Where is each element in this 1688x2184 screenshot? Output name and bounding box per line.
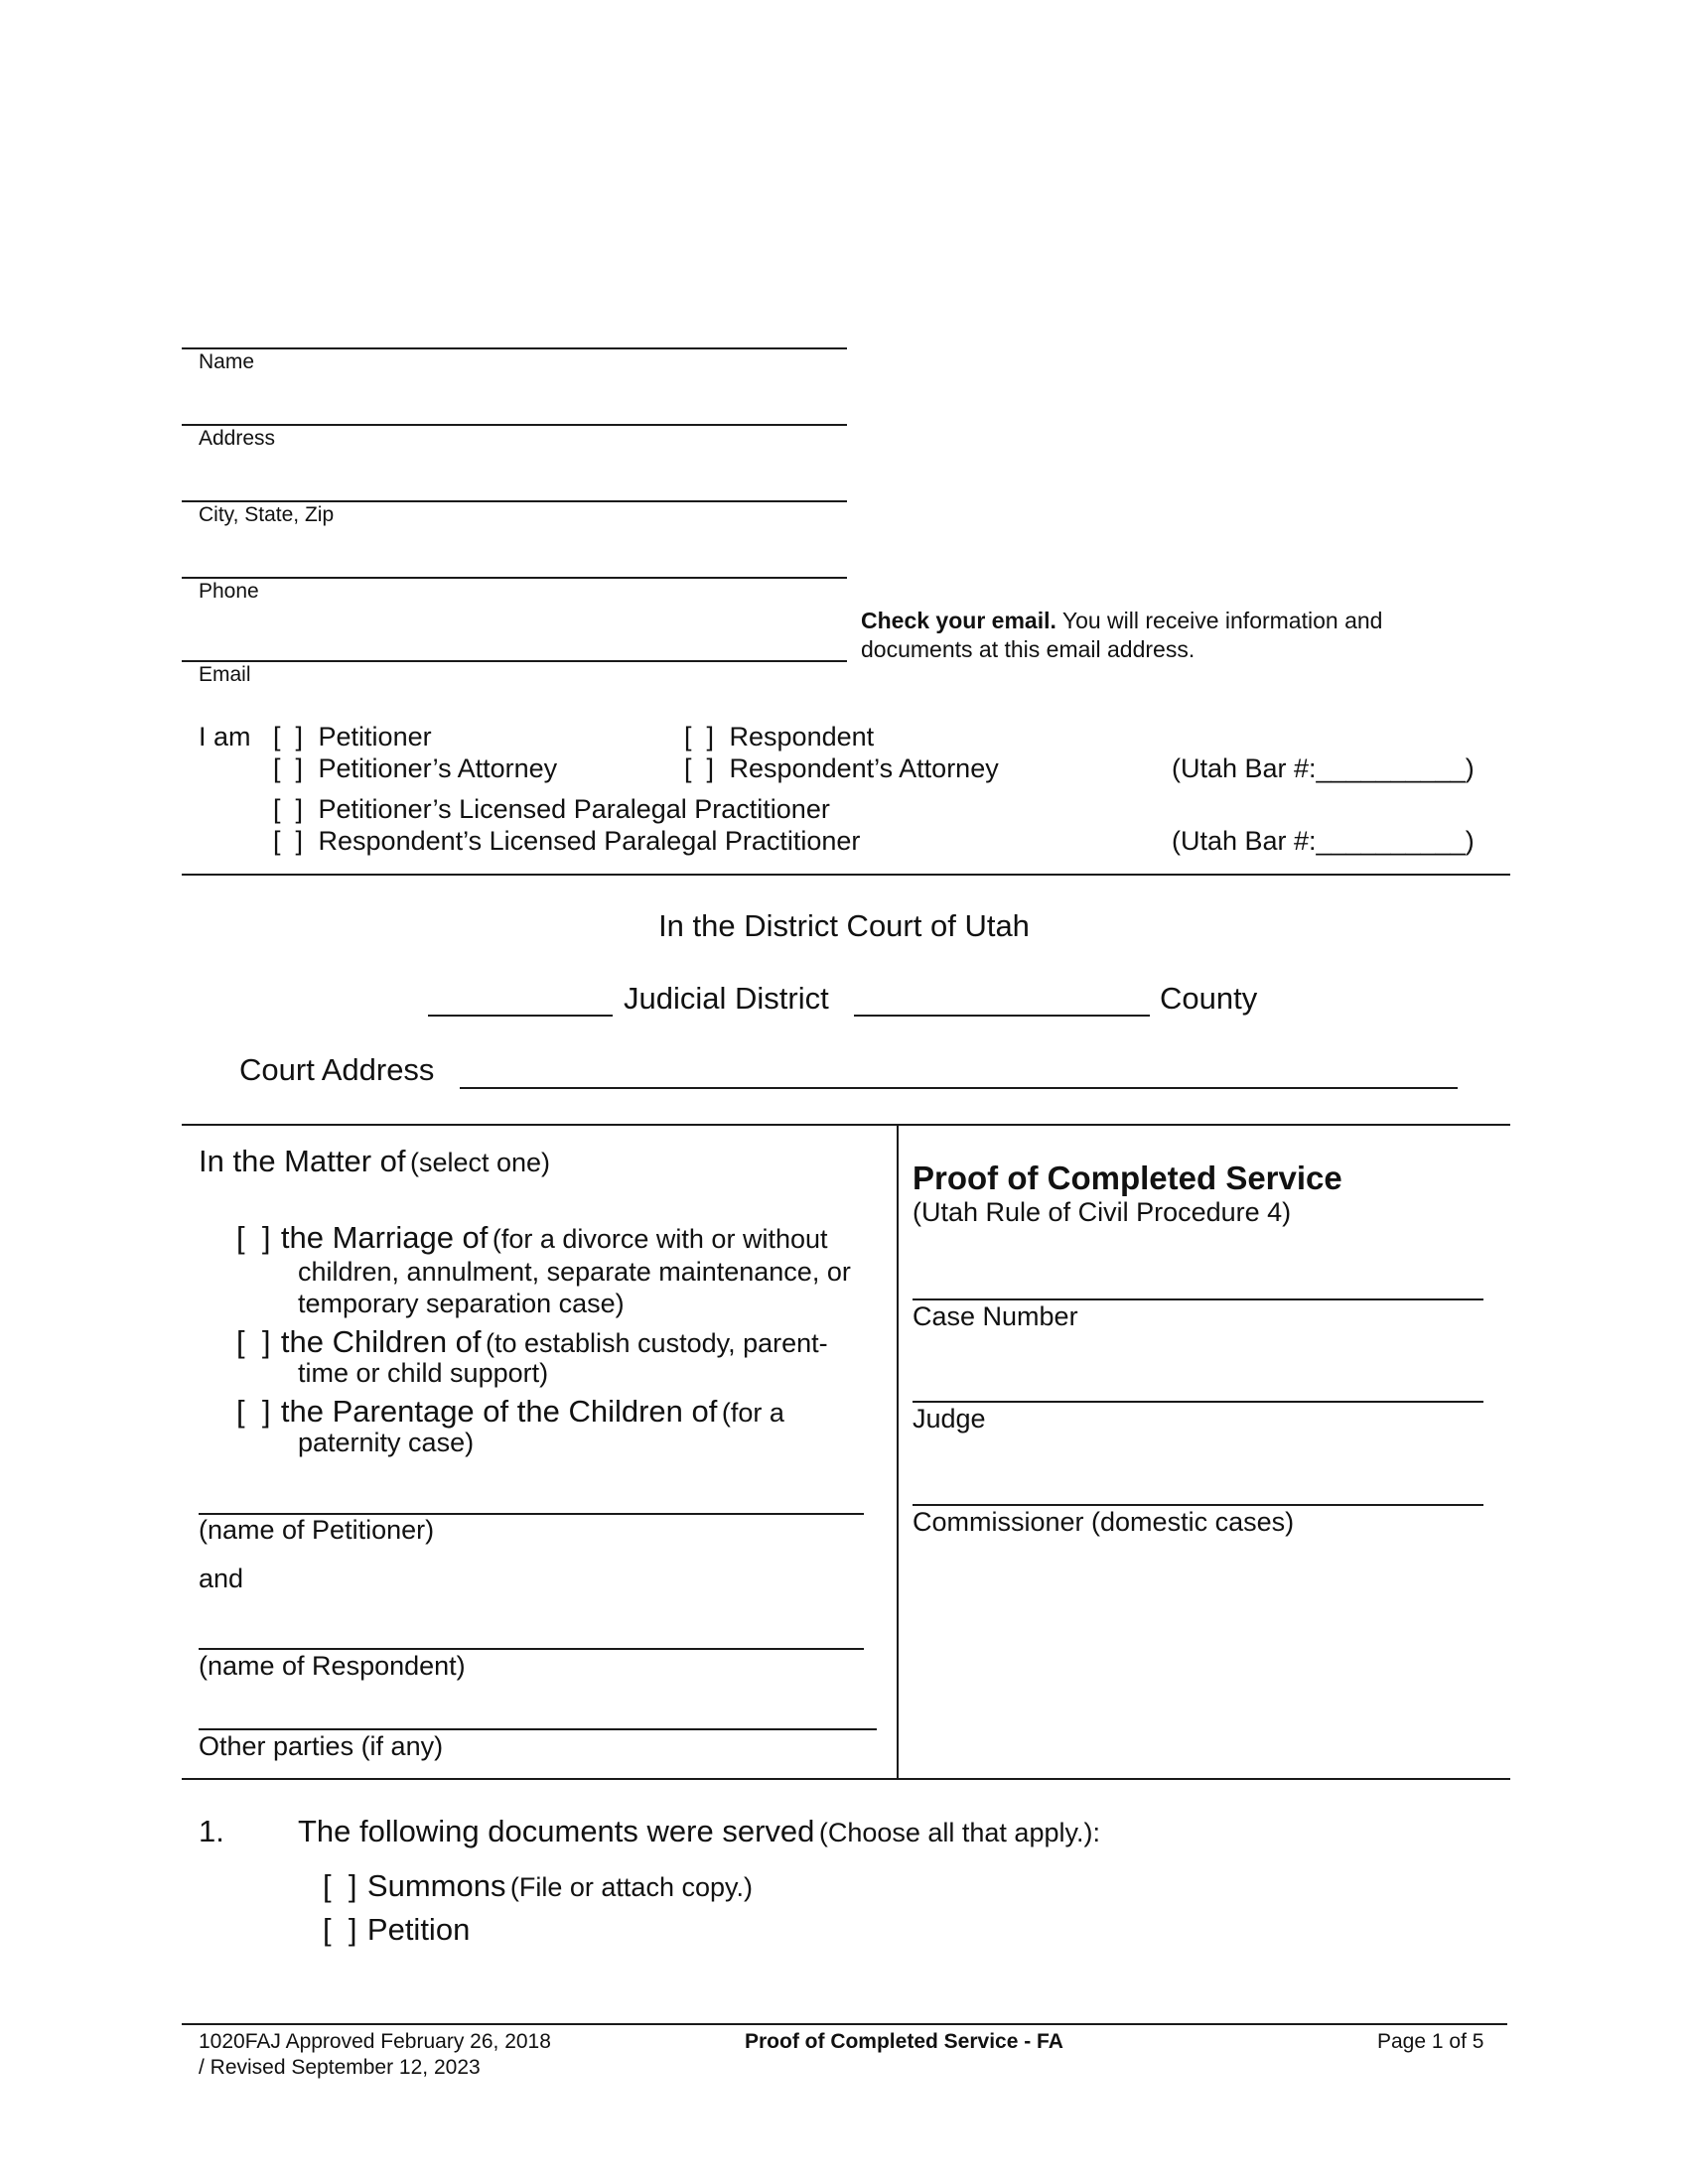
divider-top — [182, 874, 1510, 876]
email-note-line1: You will receive information and — [1061, 608, 1383, 633]
role-respondent[interactable] — [684, 722, 874, 752]
matter-heading-note: (select one) — [409, 1148, 551, 1177]
parentage-note-2: paternity case) — [298, 1428, 475, 1457]
city-state-zip-label: City, State, Zip — [199, 503, 335, 526]
other-parties-label: Other parties (if any) — [199, 1731, 444, 1761]
judge-label: Judge — [913, 1404, 986, 1433]
document-title: Proof of Completed Service — [913, 1160, 1342, 1196]
respondent-name-line[interactable] — [199, 1648, 864, 1650]
i-am-label: I am — [199, 722, 251, 751]
email-note — [861, 607, 1382, 664]
checkbox[interactable]: [ ] — [684, 753, 715, 783]
section-1-number: 1. — [199, 1814, 224, 1848]
summons-note: (File or attach copy.) — [509, 1872, 753, 1902]
matter-heading — [199, 1144, 550, 1179]
other-parties-line[interactable] — [199, 1728, 877, 1730]
case-number-label: Case Number — [913, 1301, 1078, 1331]
commissioner-line[interactable] — [913, 1504, 1483, 1506]
section-1-heading — [298, 1814, 1100, 1849]
utah-bar-field-2[interactable]: (Utah Bar #:__________) — [1172, 826, 1475, 856]
city-line[interactable] — [182, 500, 847, 502]
county-label: County — [1160, 981, 1258, 1016]
option-children[interactable] — [236, 1324, 828, 1360]
role-label: Petitioner — [318, 722, 432, 751]
marriage-note-3: temporary separation case) — [298, 1289, 625, 1318]
marriage-label: the Marriage of — [280, 1220, 489, 1255]
footer-page-number: Page 1 of 5 — [1377, 2030, 1484, 2053]
role-label: Respondent’s Attorney — [729, 753, 999, 783]
role-petitioner-attorney[interactable] — [273, 753, 557, 784]
marriage-note-2: children, annulment, separate maintenance, or — [298, 1257, 851, 1287]
role-label: Petitioner’s Licensed Paralegal Practitioner — [318, 794, 830, 824]
petition-label: Petition — [366, 1912, 471, 1947]
role-respondent-lpp[interactable] — [273, 826, 860, 857]
phone-label: Phone — [199, 580, 259, 603]
utah-bar-field-1[interactable]: (Utah Bar #:__________) — [1172, 753, 1475, 783]
children-note-2: time or child support) — [298, 1358, 549, 1388]
role-label: Petitioner’s Attorney — [318, 753, 558, 783]
children-label: the Children of — [280, 1324, 482, 1359]
document-summons[interactable] — [323, 1868, 753, 1904]
document-petition[interactable] — [323, 1912, 470, 1948]
footer-rule — [182, 2023, 1507, 2025]
parentage-label: the Parentage of the Children of — [280, 1394, 718, 1429]
email-line[interactable] — [182, 660, 847, 662]
rule-reference: (Utah Rule of Civil Procedure 4) — [913, 1197, 1292, 1227]
checkbox[interactable]: [ ] — [273, 753, 304, 783]
section-1-heading-text: The following documents were served — [298, 1814, 815, 1848]
judicial-district-label: Judicial District — [624, 981, 829, 1016]
case-number-line[interactable] — [913, 1298, 1483, 1300]
and-label: and — [199, 1564, 244, 1593]
email-note-line2: documents at this email address. — [861, 636, 1196, 662]
address-line[interactable] — [182, 424, 847, 426]
phone-line[interactable] — [182, 577, 847, 579]
matter-heading-text: In the Matter of — [199, 1144, 406, 1178]
section-1-heading-note: (Choose all that apply.): — [818, 1818, 1100, 1847]
respondent-name-label: (name of Respondent) — [199, 1651, 466, 1681]
name-label: Name — [199, 350, 255, 373]
footer-form-id-1: 1020FAJ Approved February 26, 2018 — [199, 2030, 551, 2053]
address-label: Address — [199, 427, 276, 450]
caption-divider — [897, 1124, 899, 1779]
checkbox[interactable]: [ ] — [236, 1220, 271, 1255]
option-marriage[interactable] — [236, 1220, 828, 1256]
children-note-1: (to establish custody, parent- — [485, 1328, 828, 1358]
checkbox[interactable]: [ ] — [323, 1868, 357, 1903]
checkbox[interactable]: [ ] — [273, 722, 304, 751]
commissioner-label: Commissioner (domestic cases) — [913, 1507, 1295, 1537]
role-label: Respondent — [729, 722, 875, 751]
caption-bottom-border — [182, 1778, 1510, 1780]
summons-label: Summons — [366, 1868, 506, 1903]
role-respondent-attorney[interactable] — [684, 753, 999, 784]
role-petitioner-lpp[interactable] — [273, 794, 830, 825]
parentage-note-1: (for a — [721, 1398, 784, 1428]
footer-form-id-2: / Revised September 12, 2023 — [199, 2056, 481, 2079]
county-line[interactable] — [854, 1015, 1150, 1017]
checkbox[interactable]: [ ] — [236, 1394, 271, 1429]
judicial-district-number-line[interactable] — [428, 1015, 613, 1017]
checkbox[interactable]: [ ] — [323, 1912, 357, 1947]
court-address-label: Court Address — [239, 1052, 435, 1087]
role-label: Respondent’s Licensed Paralegal Practitioner — [318, 826, 861, 856]
checkbox[interactable]: [ ] — [273, 826, 304, 856]
role-petitioner[interactable] — [273, 722, 432, 752]
marriage-note-1: (for a divorce with or without — [492, 1224, 828, 1254]
email-label: Email — [199, 663, 251, 686]
email-note-bold: Check your email. — [861, 608, 1056, 633]
checkbox[interactable]: [ ] — [273, 794, 304, 824]
option-parentage[interactable] — [236, 1394, 784, 1430]
caption-top-border — [182, 1124, 1510, 1126]
name-line[interactable] — [182, 347, 847, 349]
court-address-line[interactable] — [460, 1087, 1458, 1089]
checkbox[interactable]: [ ] — [684, 722, 715, 751]
petitioner-name-label: (name of Petitioner) — [199, 1515, 435, 1545]
footer-title: Proof of Completed Service - FA — [745, 2030, 1063, 2053]
judge-line[interactable] — [913, 1401, 1483, 1403]
court-title: In the District Court of Utah — [658, 908, 1030, 943]
checkbox[interactable]: [ ] — [236, 1324, 271, 1359]
